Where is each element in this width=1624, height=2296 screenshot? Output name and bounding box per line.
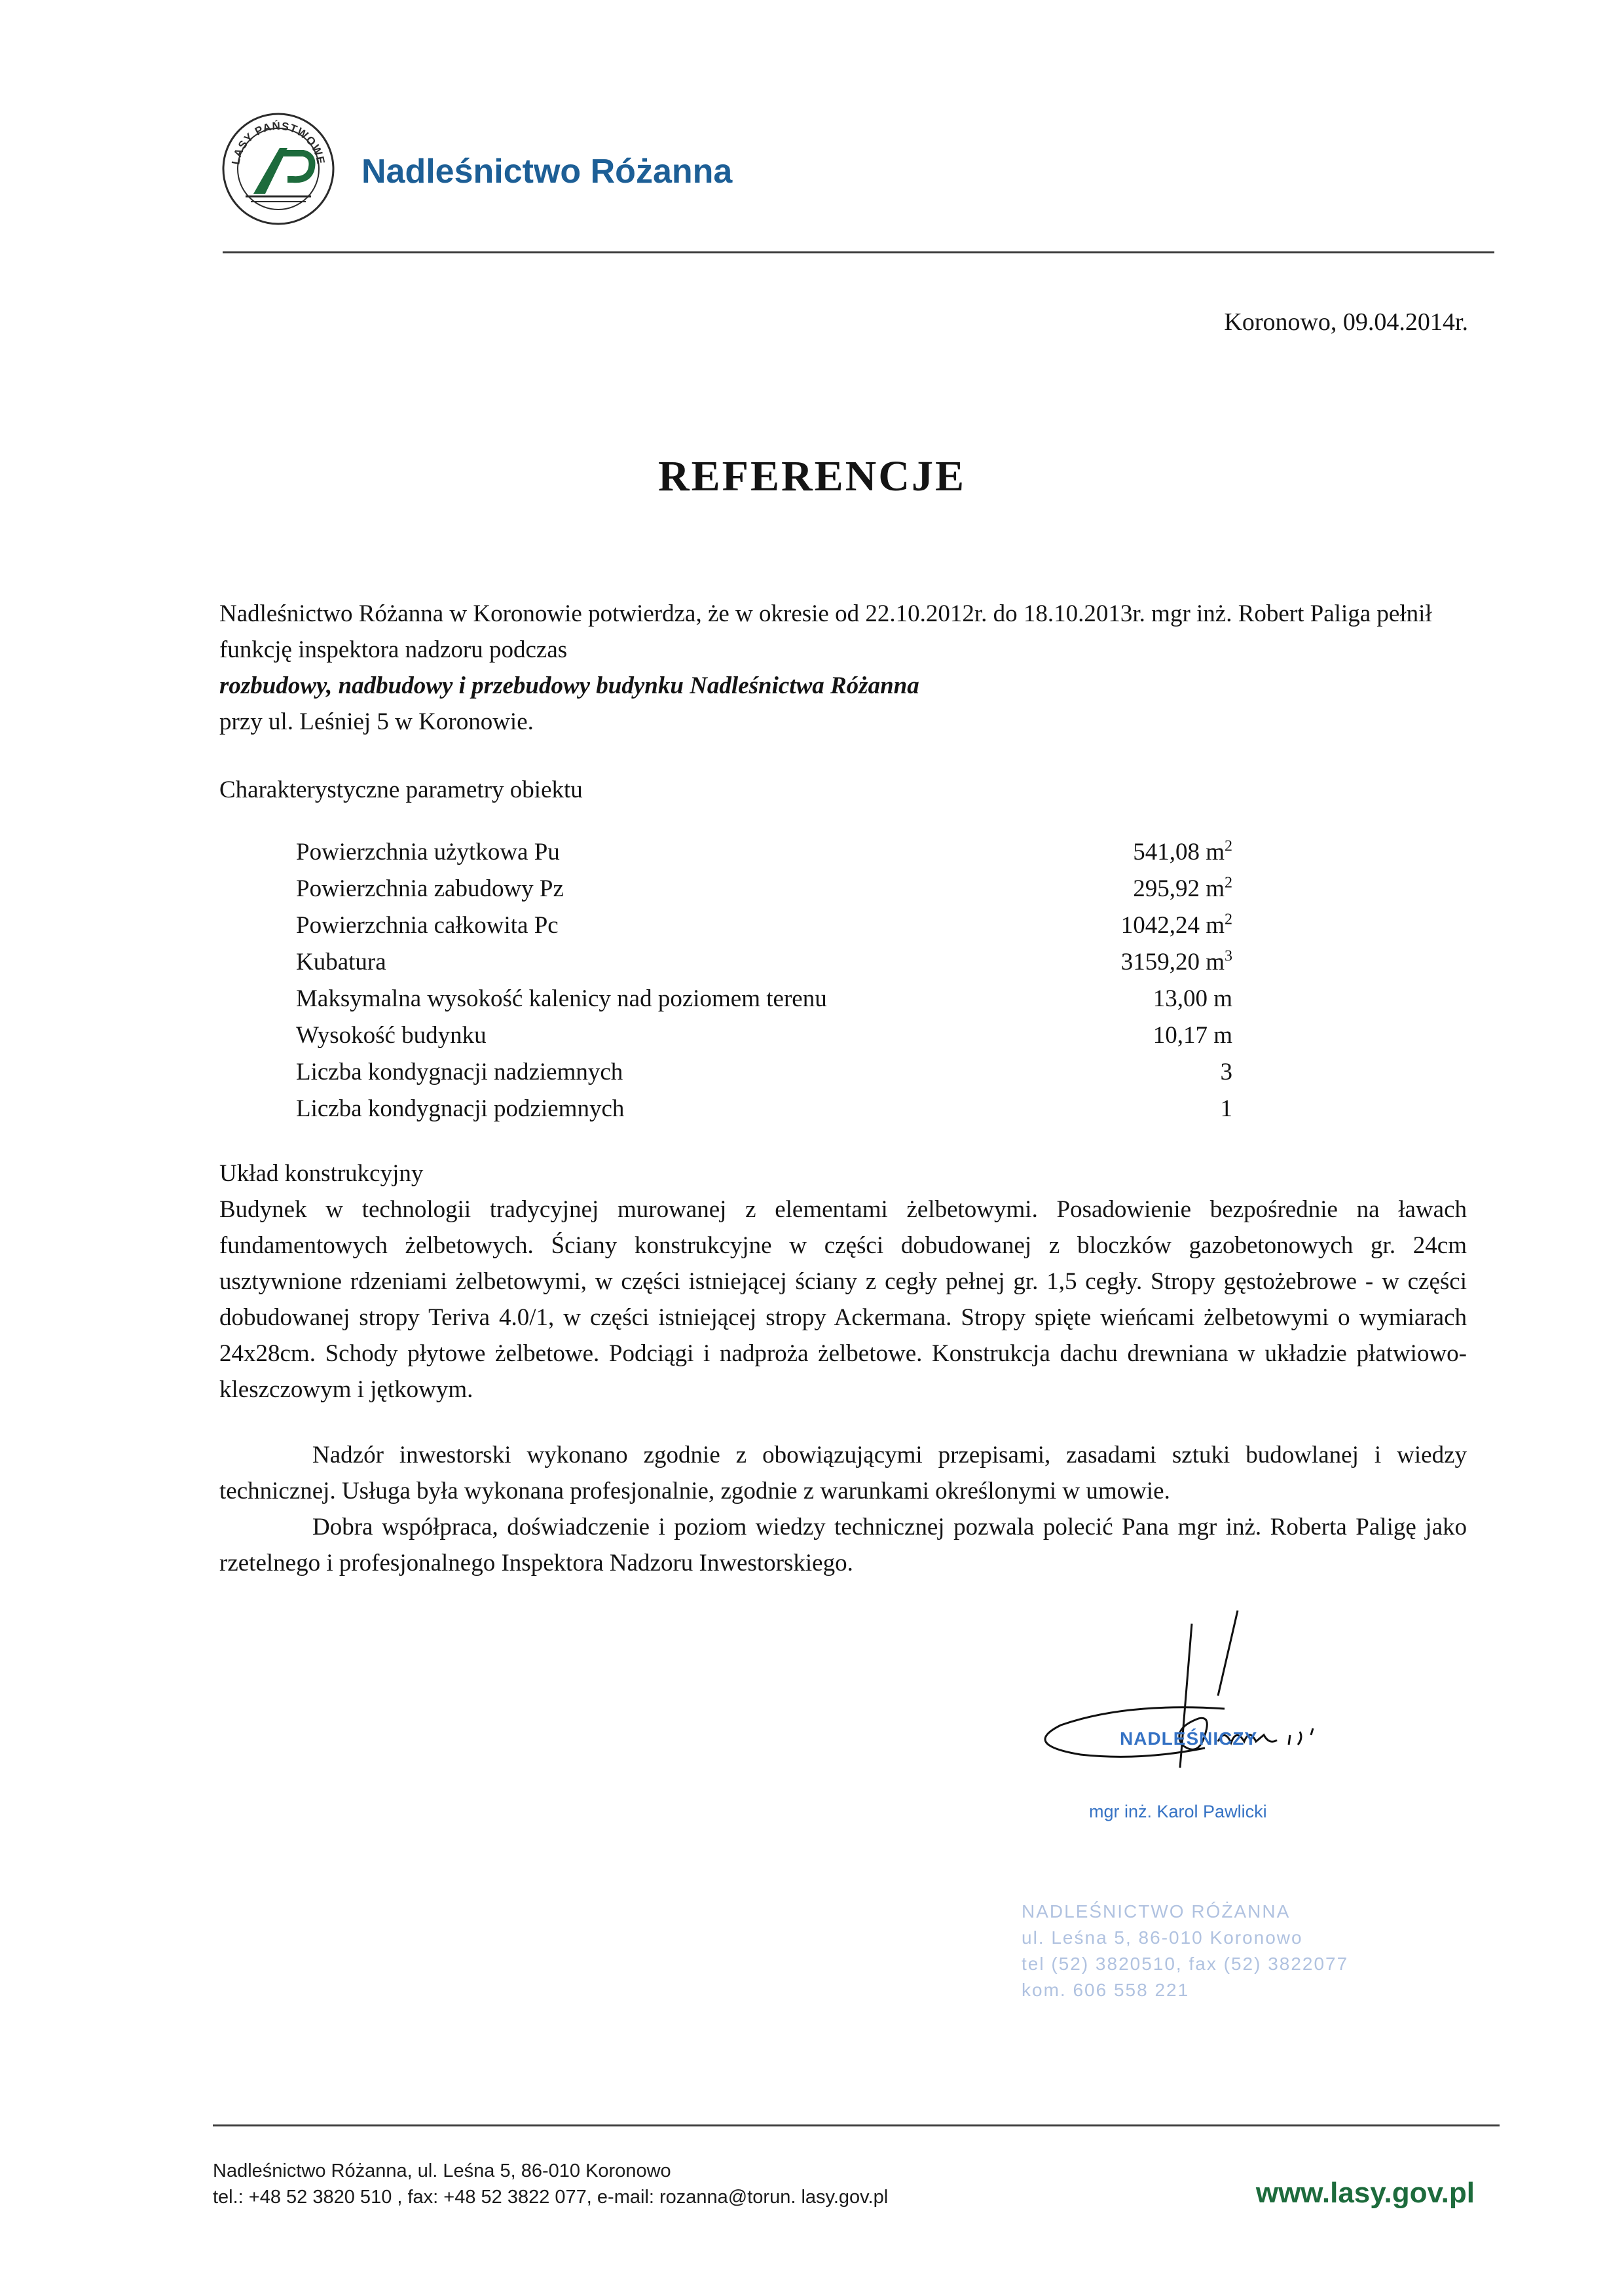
footer-website-link[interactable]: www.lasy.gov.pl [1255, 2177, 1475, 2209]
closing-paragraph: Nadzór inwestorski wykonano zgodnie z obowiązującymi przepisami, zasadami sztuki budowlanej i wiedzy technicznej. Usługa była wykonana profesjonalnie, zgodnie z warunkami określonymi w umowie. [219, 1442, 1467, 1504]
lasy-panstwowe-logo [219, 110, 337, 228]
parameter-label: Liczba kondygnacji podziemnych [296, 1095, 625, 1122]
header-divider [223, 251, 1494, 253]
stamp-line: ul. Leśna 5, 86-010 Koronowo [1022, 1927, 1303, 1948]
parameter-label: Maksymalna wysokość kalenicy nad poziomem terenu [296, 985, 827, 1012]
footer-divider [213, 2124, 1500, 2126]
parameter-row [296, 1058, 1232, 1095]
closing-section [219, 1437, 1467, 1581]
construction-section [219, 1156, 1467, 1408]
footer-contact: tel.: +48 52 3820 510 , fax: +48 52 3822 077, e-mail: rozanna@torun. lasy.gov.pl [213, 2187, 889, 2208]
parameter-row [296, 1095, 1232, 1131]
parameter-row [296, 1021, 1232, 1058]
parameter-row [296, 838, 1232, 875]
parameter-row [296, 985, 1232, 1021]
project-name: rozbudowy, nadbudowy i przebudowy budynku Nadleśnictwa Różanna [219, 672, 919, 699]
parameter-row [296, 948, 1232, 985]
parameter-value: 13,00 m [1153, 985, 1232, 1012]
parameter-value: 295,92 $m^2$ [1133, 874, 1232, 902]
parameter-label: Wysokość budynku [296, 1022, 487, 1049]
parameter-value: 10,17 m [1153, 1022, 1232, 1049]
office-stamp [1022, 1899, 1388, 2003]
intro-text: Nadleśnictwo Różanna w Koronowie potwierdza, że w okresie od 22.10.2012r. do 18.10.2013r. mgr inż. Robert Paliga pełnił funkcję inspektora nadzoru podczas [219, 600, 1432, 663]
construction-heading: Układ konstrukcyjny [219, 1160, 424, 1187]
parameter-label: Kubatura [296, 949, 386, 975]
parameter-label: Powierzchnia zabudowy Pz [296, 875, 564, 902]
footer-address: Nadleśnictwo Różanna, ul. Leśna 5, 86-010 Koronowo [213, 2160, 671, 2181]
parameters-heading: Charakterystyczne parametry obiektu [219, 776, 583, 803]
signature-title: NADLEŚNICZY [1120, 1728, 1258, 1749]
stamp-line: kom. 606 558 221 [1022, 1980, 1190, 2000]
organization-name: Nadleśnictwo Różanna [361, 153, 733, 191]
document-title: REFERENCJE [657, 452, 967, 500]
parameter-value: 541,08 $m^2$ [1133, 837, 1232, 866]
place-and-date: Koronowo, 09.04.2014r. [1224, 308, 1468, 336]
closing-paragraph: Dobra współpraca, doświadczenie i poziom wiedzy technicznej pozwala polecić Pana mgr inż. Roberta Paligę jako rzetelnego i profesjonalnego Inspektora Nadzoru Inwestorskiego. [219, 1514, 1467, 1576]
parameter-label: Powierzchnia użytkowa Pu [296, 839, 560, 866]
parameter-label: Liczba kondygnacji nadziemnych [296, 1059, 623, 1085]
parameter-value: 3 [1220, 1059, 1232, 1085]
logo-ring-text: LASY PAŃSTWOWE [229, 119, 327, 166]
signatory-name: mgr inż. Karol Pawlicki [1089, 1802, 1267, 1821]
stamp-line: tel (52) 3820510, fax (52) 3822077 [1022, 1954, 1349, 1974]
parameter-value: 3159,20 $m^3$ [1120, 947, 1232, 975]
project-address: przy ul. Leśniej 5 w Koronowie. [219, 708, 534, 735]
intro-paragraph [219, 596, 1467, 740]
parameters-list [296, 838, 1232, 1131]
parameter-row [296, 875, 1232, 911]
parameter-value: 1042,24 $m^2$ [1120, 911, 1232, 939]
parameter-row [296, 911, 1232, 948]
parameter-label: Powierzchnia całkowita Pc [296, 912, 559, 939]
stamp-line: NADLEŚNICTWO RÓŻANNA [1022, 1901, 1291, 1922]
construction-body: Budynek w technologii tradycyjnej murowanej z elementami żelbetowymi. Posadowienie bezpośrednie na ławach fundamentowych żelbetowych. Ściany konstrukcyjne w części dobudowanej z bloczków gazobetonowych gr. 24cm usztywnione rdzeniami żelbetowymi, w części istniejącej ściany z cegły pełnej gr. 1,5 cegły. Stropy gęstożebrowe - w części dobudowanej stropy Teriva 4.0/1, w części istniejącej stropy Ackermana. Stropy spięte wieńcami żelbetowymi o wymiarach 24x28cm. Schody płytowe żelbetowe. Podciągi i nadproża żelbetowe. Konstrukcja dachu drewniana w układzie płatwiowo-kleszczowym i jętkowym. [219, 1196, 1467, 1403]
parameter-value: 1 [1220, 1095, 1232, 1122]
